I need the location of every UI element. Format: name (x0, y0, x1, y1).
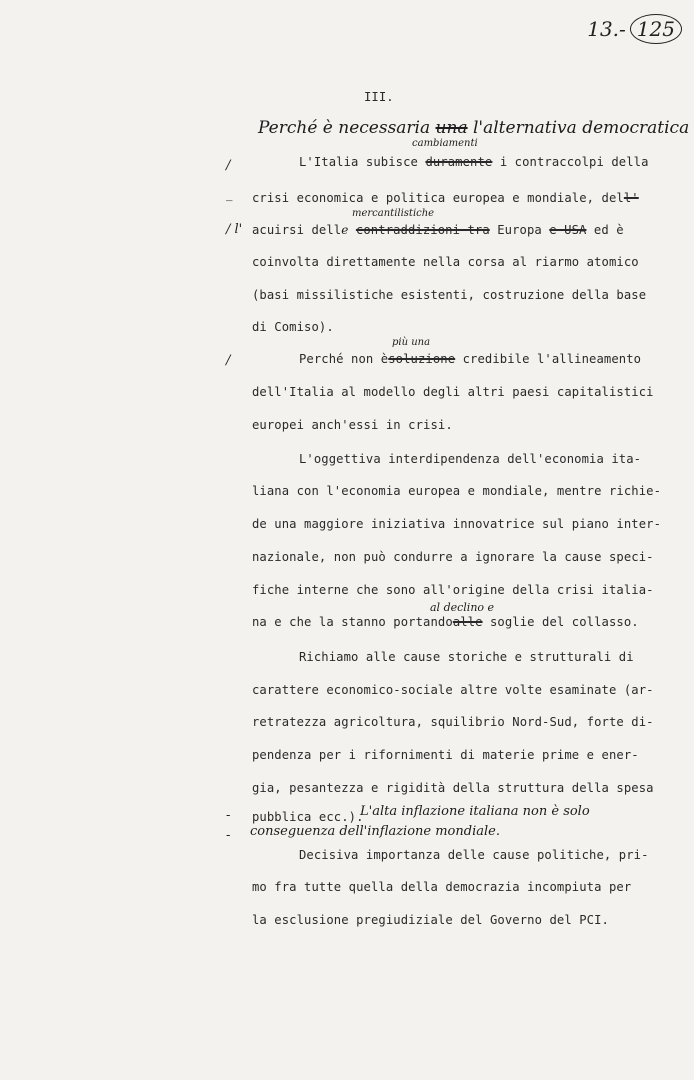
handwritten-addition: conseguenza dell'inflazione mondiale. (250, 824, 500, 839)
struck-text: alle (452, 615, 483, 629)
page-number-circled: 125 (630, 14, 682, 44)
struck-text: duramente (425, 155, 493, 169)
text-line: di Comiso). (252, 320, 334, 334)
text-line: crisi economica e politica europea e mondiale, dell' (252, 191, 639, 205)
text-line: europei anch'essi in crisi. (252, 418, 453, 432)
text-line: Decisiva importanza delle cause politiche, pri- (299, 848, 649, 862)
interlinear-note: mercantilistiche (352, 208, 435, 219)
margin-mark: / l' (226, 222, 243, 237)
text-line: pubblica ecc.). (252, 810, 364, 824)
text-line: dell'Italia al modello degli altri paesi capitalistici (252, 385, 654, 399)
text-line: gia, pesantezza e rigidità della struttura della spesa (252, 781, 654, 795)
text-line: nazionale, non può condurre a ignorare la cause speci- (252, 550, 654, 564)
handwritten-addition: L'alta inflazione italiana non è solo (360, 804, 590, 819)
text-line: L'Italia subisce duramente i contraccolpi della (299, 155, 649, 169)
margin-mark: - (226, 808, 231, 823)
section-number: III. (364, 90, 394, 104)
text-line: la esclusione pregiudiziale del Governo del PCI. (252, 913, 609, 927)
margin-mark: _ (226, 187, 233, 202)
title-struck-word: una (435, 118, 468, 138)
text-line: pendenza per i rifornimenti di materie prime e ener- (252, 748, 639, 762)
text-line: retratezza agricoltura, squilibrio Nord-Sud, forte di- (252, 715, 654, 729)
struck-text: soluzione (388, 352, 456, 366)
text-line: fiche interne che sono all'origine della crisi italia- (252, 583, 654, 597)
title-start: Perché è necessaria (258, 118, 431, 138)
struck-text: l' (623, 191, 639, 205)
handwritten-title (258, 118, 689, 138)
margin-mark: / (226, 353, 231, 368)
text-line: carattere economico-sociale altre volte esaminate (ar- (252, 683, 654, 697)
text-line: acuirsi delle contraddizioni tra Europa e USA ed è (252, 223, 624, 237)
text-line: liana con l'economia europea e mondiale, mentre richie- (252, 484, 662, 498)
hand-correction: e (341, 223, 349, 237)
page-number-prefix: 13.- (587, 17, 626, 41)
text-line: coinvolta direttamente nella corsa al riarmo atomico (252, 255, 639, 269)
title-end: l'alternativa democratica (473, 118, 690, 138)
text-line: Perché non èsoluzione credibile l'allineamento (299, 352, 642, 366)
margin-mark: - (226, 828, 231, 843)
struck-text: contraddizioni tra (355, 223, 490, 237)
text-line: Richiamo alle cause storiche e strutturali di (299, 650, 634, 664)
page-number (587, 14, 682, 44)
margin-mark: / (226, 158, 231, 173)
text-line: mo fra tutte quella della democrazia incompiuta per (252, 880, 632, 894)
text-line: L'oggettiva interdipendenza dell'economia ita- (299, 452, 642, 466)
interlinear-note: più una (392, 337, 431, 348)
text-line: na e che la stanno portandoalle soglie del collasso. (252, 615, 639, 629)
text-line: (basi missilistiche esistenti, costruzione della base (252, 288, 647, 302)
text-line: de una maggiore iniziativa innovatrice sul piano inter- (252, 517, 662, 531)
struck-text: e USA (549, 223, 587, 237)
interlinear-note: al declino e (430, 601, 495, 614)
title-interlinear-note: cambiamenti (412, 138, 478, 149)
